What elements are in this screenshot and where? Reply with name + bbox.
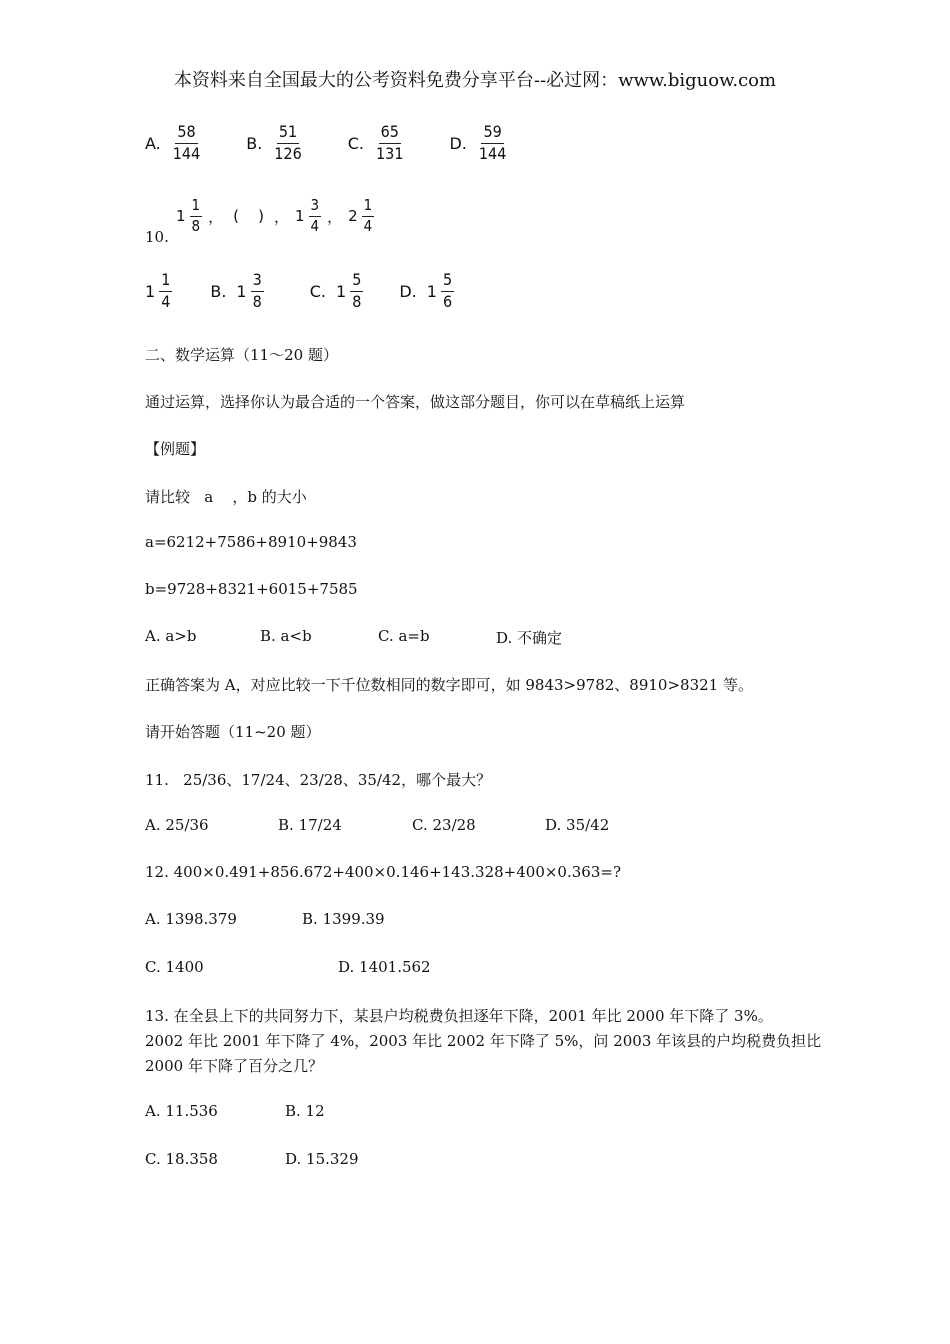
example-question: 请比较 a ，b 的大小: [145, 488, 307, 506]
fraction: [159, 272, 172, 311]
denominator: 8: [352, 291, 362, 311]
q11-option-b: B. 17/24: [278, 816, 342, 834]
q12-option-a: A. 1398.379: [145, 910, 237, 928]
comma: ，: [208, 207, 224, 226]
example-option-b: B. a<b: [260, 627, 312, 645]
q9-option-c: [348, 124, 406, 163]
q10-number: 10.: [145, 228, 169, 246]
example-option-d: D. 不确定: [496, 629, 563, 647]
numerator: 3: [251, 272, 264, 292]
example-answer: 正确答案为 A，对应比较一下千位数相同的数字即可，如 9843>9782、8910>8321 等。: [145, 676, 753, 694]
q12-option-b: B. 1399.39: [302, 910, 385, 928]
fraction: [190, 198, 203, 235]
option-label: C.: [347, 133, 365, 153]
page-header: 本资料来自全国最大的公考资料免费分享平台--必过网：www.biguow.com: [173, 70, 777, 91]
denominator: 144: [478, 143, 507, 163]
q13-line-2: 2002 年比 2001 年下降了 4%，2003 年比 2002 年下降了 5%，问 2003 年该县的户均税费负担比: [145, 1032, 822, 1050]
q10-option-c: [310, 272, 364, 311]
q9-option-b: [246, 124, 304, 163]
example-option-c: C. a=b: [378, 627, 430, 645]
mixed-number: [295, 198, 321, 235]
example-b-expression: b=9728+8321+6015+7585: [145, 580, 358, 598]
q10-option-b: [210, 272, 263, 311]
numerator: 5: [441, 272, 454, 292]
numerator: 1: [159, 272, 172, 292]
q12-text: 12. 400×0.491+856.672+400×0.146+143.328+400×0.363=?: [145, 863, 621, 881]
whole-part: 1: [426, 281, 437, 301]
denominator: 144: [172, 143, 201, 163]
q11-option-c: C. 23/28: [412, 816, 476, 834]
example-label: 【例题】: [145, 440, 206, 458]
whole-part: 1: [236, 281, 247, 301]
fraction: [477, 124, 508, 163]
q10-option-a: [145, 272, 172, 311]
fraction: [171, 124, 202, 163]
q10-option-d: [399, 272, 454, 311]
denominator: 4: [161, 291, 171, 311]
numerator: 59: [481, 124, 503, 144]
denominator: 131: [376, 143, 404, 163]
section-title: 二、数学运算（11～20 题）: [145, 346, 338, 364]
mixed-number: [348, 198, 374, 235]
q13-line-1: 13. 在全县上下的共同努力下，某县户均税费负担逐年下降，2001 年比 2000 年下降了 3%。: [145, 1007, 773, 1025]
numerator: 65: [379, 124, 401, 144]
q9-option-d: [449, 124, 508, 163]
numerator: 1: [190, 198, 203, 217]
fraction: [272, 124, 303, 163]
whole-part: 1: [145, 281, 156, 301]
comma: ，: [327, 207, 343, 226]
option-label: D.: [449, 133, 467, 153]
denominator: 126: [274, 143, 302, 163]
fraction: [441, 272, 454, 311]
option-label: B.: [210, 281, 227, 301]
q10-sequence: [176, 198, 374, 235]
option-label: C.: [309, 281, 327, 301]
fraction: [251, 272, 264, 311]
blank-slot: ( ): [233, 207, 264, 226]
whole-part: 1: [294, 207, 305, 226]
option-label: A.: [145, 133, 161, 153]
section-instruction: 通过运算，选择你认为最合适的一个答案，做这部分题目，你可以在草稿纸上运算: [145, 393, 686, 411]
q12-option-c: C. 1400: [145, 958, 204, 976]
mixed-number: [176, 198, 202, 235]
fraction: [350, 272, 363, 311]
q9-option-a: [145, 124, 202, 163]
example-option-a: A. a>b: [145, 627, 197, 645]
example-a-expression: a=6212+7586+8910+9843: [145, 533, 357, 551]
fraction: [374, 124, 405, 163]
numerator: 1: [362, 198, 375, 217]
denominator: 4: [363, 216, 373, 235]
q13-option-a: A. 11.536: [145, 1102, 218, 1120]
whole-part: 1: [336, 281, 347, 301]
whole-part: 2: [348, 207, 358, 226]
start-prompt: 请开始答题（11~20 题）: [145, 723, 321, 741]
q10-options: [145, 272, 454, 311]
numerator: 3: [309, 198, 322, 217]
q13-line-3: 2000 年下降了百分之几？: [145, 1057, 323, 1075]
q12-option-d: D. 1401.562: [338, 958, 431, 976]
q13-option-c: C. 18.358: [145, 1150, 218, 1168]
denominator: 6: [442, 291, 453, 311]
q11-option-a: A. 25/36: [145, 816, 209, 834]
q11-option-d: D. 35/42: [545, 816, 610, 834]
q13-option-d: D. 15.329: [285, 1150, 359, 1168]
fraction: [309, 198, 322, 235]
q11-text: 11. 25/36、17/24、23/28、35/42，哪个最大？: [145, 771, 492, 789]
numerator: 58: [175, 124, 197, 144]
numerator: 5: [350, 272, 363, 292]
fraction: [362, 198, 375, 235]
comma: ，: [273, 207, 289, 226]
denominator: 8: [252, 291, 262, 311]
option-label: D.: [399, 281, 417, 301]
option-label: B.: [246, 133, 263, 153]
denominator: 4: [310, 216, 320, 235]
q9-options: [145, 124, 508, 163]
denominator: 8: [191, 216, 201, 235]
q13-option-b: B. 12: [285, 1102, 325, 1120]
whole-part: 1: [176, 207, 186, 226]
numerator: 51: [277, 124, 299, 144]
